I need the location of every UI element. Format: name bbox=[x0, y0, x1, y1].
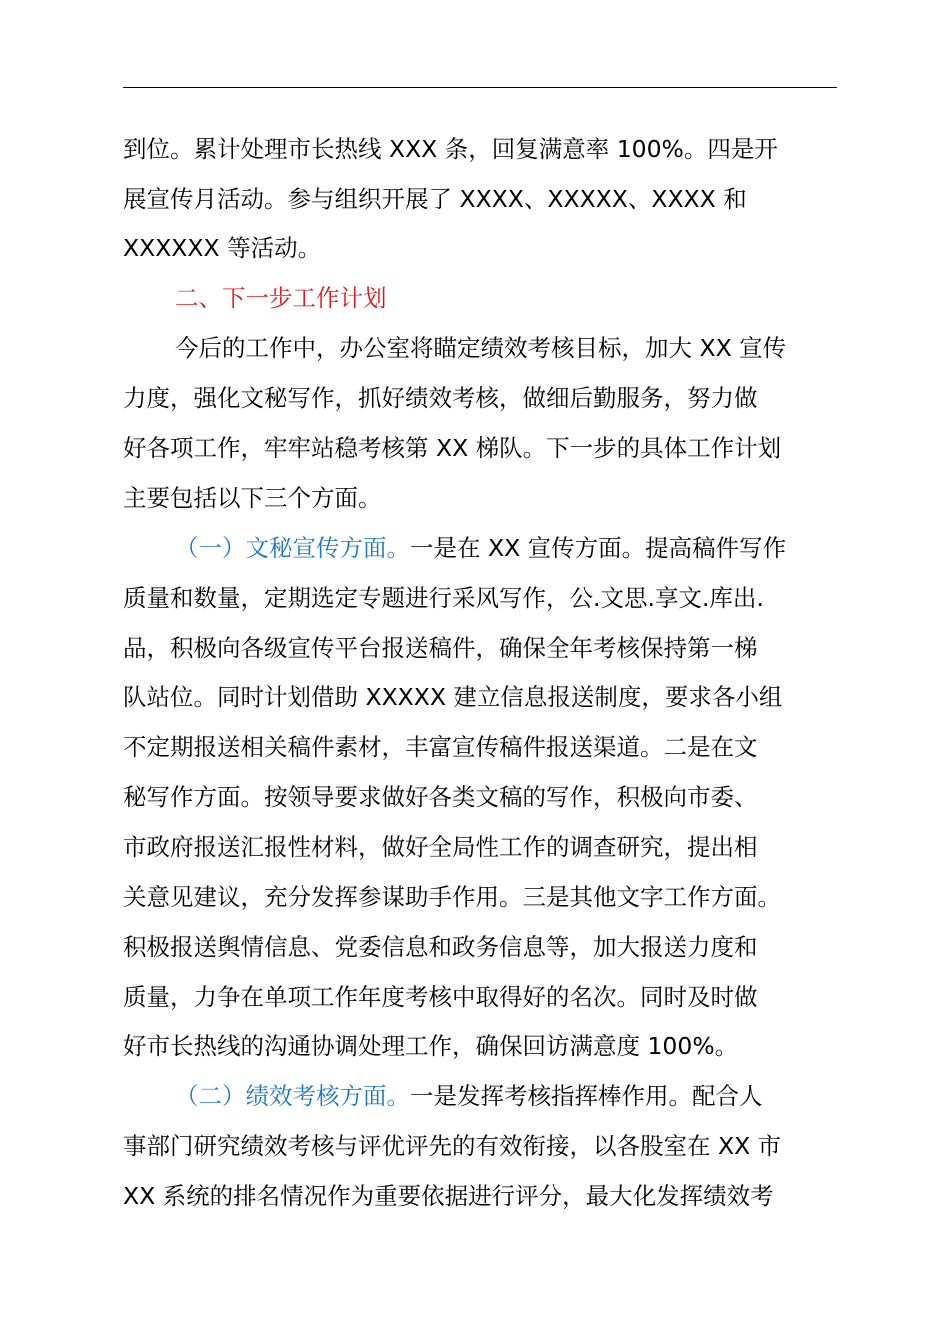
paragraph-line: 不定期报送相关稿件素材，丰富宣传稿件报送渠道。二是在文 bbox=[123, 733, 758, 761]
paragraph-line: 展宣传月活动。参与组织开展了 XXXX、XXXXX、XXXX 和 bbox=[123, 185, 747, 213]
section-heading: 二、下一步工作计划 bbox=[175, 284, 387, 312]
paragraph-line: 好市长热线的沟通协调处理工作，确保回访满意度 100%。 bbox=[123, 1032, 739, 1060]
paragraph-line: 今后的工作中，办公室将瞄定绩效考核目标，加大 XX 宣传 bbox=[175, 334, 787, 362]
paragraph-line: 质量，力争在单项工作年度考核中取得好的名次。同时及时做 bbox=[123, 983, 758, 1011]
paragraph-line: 主要包括以下三个方面。 bbox=[123, 484, 382, 512]
subsection-heading: （二）绩效考核方面。 bbox=[175, 1082, 410, 1110]
paragraph-line: 质量和数量，定期选定专题进行采风写作，公.文思.享文.库出. bbox=[123, 584, 764, 612]
paragraph-line: 品，积极向各级宣传平台报送稿件，确保全年考核保持第一梯 bbox=[123, 634, 758, 662]
subsection-heading: （一）文秘宣传方面。 bbox=[175, 534, 410, 562]
paragraph-line: XX 系统的排名情况作为重要依据进行评分，最大化发挥绩效考 bbox=[123, 1182, 774, 1210]
paragraph-line: 市政府报送汇报性材料，做好全局性工作的调查研究，提出相 bbox=[123, 833, 758, 861]
paragraph-text: 一是发挥考核指挥棒作用。配合人 bbox=[410, 1082, 763, 1110]
paragraph-text: 一是在 XX 宣传方面。提高稿件写作 bbox=[410, 534, 787, 562]
paragraph-line: 队站位。同时计划借助 XXXXX 建立信息报送制度，要求各小组 bbox=[123, 683, 783, 711]
paragraph-line: 事部门研究绩效考核与评优评先的有效衔接，以各股室在 XX 市 bbox=[123, 1132, 782, 1160]
paragraph-line bbox=[175, 533, 895, 563]
paragraph-line: 到位。累计处理市长热线 XXX 条，回复满意率 100%。四是开 bbox=[123, 135, 778, 163]
paragraph-line bbox=[175, 1081, 895, 1111]
paragraph-line: 关意见建议，充分发挥参谋助手作用。三是其他文字工作方面。 bbox=[123, 883, 781, 911]
paragraph-line: 好各项工作，牢牢站稳考核第 XX 梯队。下一步的具体工作计划 bbox=[123, 434, 782, 462]
header-rule bbox=[123, 87, 837, 88]
paragraph-line: 力度，强化文秘写作，抓好绩效考核，做细后勤服务，努力做 bbox=[123, 384, 758, 412]
paragraph-line: XXXXXX 等活动。 bbox=[123, 234, 322, 262]
paragraph-line: 秘写作方面。按领导要求做好各类文稿的写作，积极向市委、 bbox=[123, 783, 758, 811]
paragraph-line: 积极报送舆情信息、党委信息和政务信息等，加大报送力度和 bbox=[123, 933, 758, 961]
